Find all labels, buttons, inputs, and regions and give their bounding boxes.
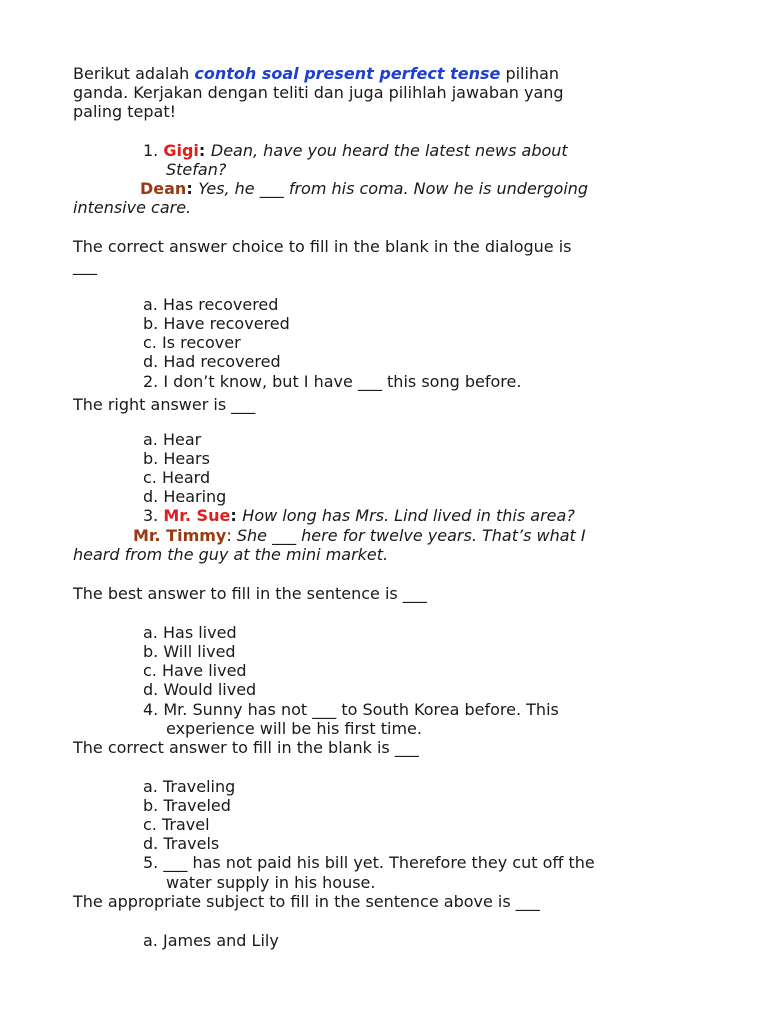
q5-text: 5. ___ has not paid his bill yet. Therefore they cut off the (143, 853, 595, 872)
q2-prompt: The right answer is ___ (73, 395, 256, 414)
q1-prompt-blank: ___ (73, 256, 97, 275)
q3-dialogue-2b: heard from the guy at the mini market. (73, 545, 389, 564)
intro-prefix: Berikut adalah (73, 64, 195, 83)
q3-option-c: c. Have lived (143, 661, 247, 680)
q4-prompt: The correct answer to fill in the blank is ___ (73, 738, 419, 757)
q5-prompt: The appropriate subject to fill in the sentence above is ___ (73, 892, 540, 911)
intro-line-3: paling tepat! (73, 102, 176, 121)
q1-line-2: Dean: Yes, he ___ from his coma. Now he is undergoing (140, 179, 589, 198)
q3-speaker-1: Mr. Sue (163, 506, 231, 525)
q1-speaker-1: Gigi (163, 141, 199, 160)
q1-speaker-2: Dean (140, 179, 187, 198)
q2-option-c: c. Heard (143, 468, 211, 487)
q3-speaker-2: Mr. Timmy (133, 526, 227, 545)
intro-line-2: ganda. Kerjakan dengan teliti dan juga pilihlah jawaban yang (73, 83, 564, 102)
intro-suffix: pilihan (500, 64, 560, 83)
q1-dialogue-2: Yes, he ___ from his coma. Now he is undergoing (198, 179, 589, 198)
intro-highlight-link[interactable]: contoh soal present perfect tense (194, 64, 501, 83)
q2-option-b: b. Hears (143, 449, 210, 468)
q1-number: 1. (143, 141, 164, 160)
q5-option-a: a. James and Lily (143, 931, 279, 950)
q1-line-1: 1. Gigi: Dean, have you heard the latest news about (143, 141, 568, 160)
q2-option-a: a. Hear (143, 430, 202, 449)
q2-text: 2. I don’t know, but I have ___ this song before. (143, 372, 522, 391)
q4-option-b: b. Traveled (143, 796, 231, 815)
q5-text-b: water supply in his house. (166, 873, 376, 892)
q1-dialogue-1: Dean, have you heard the latest news about (210, 141, 568, 160)
q4-option-a: a. Traveling (143, 777, 236, 796)
q2-option-d: d. Hearing (143, 487, 227, 506)
intro-line-1 (73, 64, 559, 83)
q3-option-d: d. Would lived (143, 680, 257, 699)
q4-option-c: c. Travel (143, 815, 210, 834)
q3-prompt: The best answer to fill in the sentence is ___ (73, 584, 427, 603)
q4-text-b: experience will be his first time. (166, 719, 422, 738)
q1-option-c: c. Is recover (143, 333, 241, 352)
q1-option-d: d. Had recovered (143, 352, 281, 371)
q4-text: 4. Mr. Sunny has not ___ to South Korea before. This (143, 700, 559, 719)
q3-option-a: a. Has lived (143, 623, 237, 642)
q1-dialogue-1b: Stefan? (166, 160, 227, 179)
q1-dialogue-2b: intensive care. (73, 198, 192, 217)
q3-number: 3. (143, 506, 164, 525)
q3-line-1: 3. Mr. Sue: How long has Mrs. Lind lived in this area? (143, 506, 575, 525)
q1-option-b: b. Have recovered (143, 314, 290, 333)
q3-option-b: b. Will lived (143, 642, 236, 661)
q3-line-2: Mr. Timmy: She ___ here for twelve years. That’s what I (133, 526, 586, 545)
q3-dialogue-2: She ___ here for twelve years. That’s what I (236, 526, 586, 545)
q3-dialogue-1: How long has Mrs. Lind lived in this area? (242, 506, 575, 525)
q4-option-d: d. Travels (143, 834, 220, 853)
q1-prompt: The correct answer choice to fill in the blank in the dialogue is (73, 237, 572, 256)
q1-option-a: a. Has recovered (143, 295, 279, 314)
